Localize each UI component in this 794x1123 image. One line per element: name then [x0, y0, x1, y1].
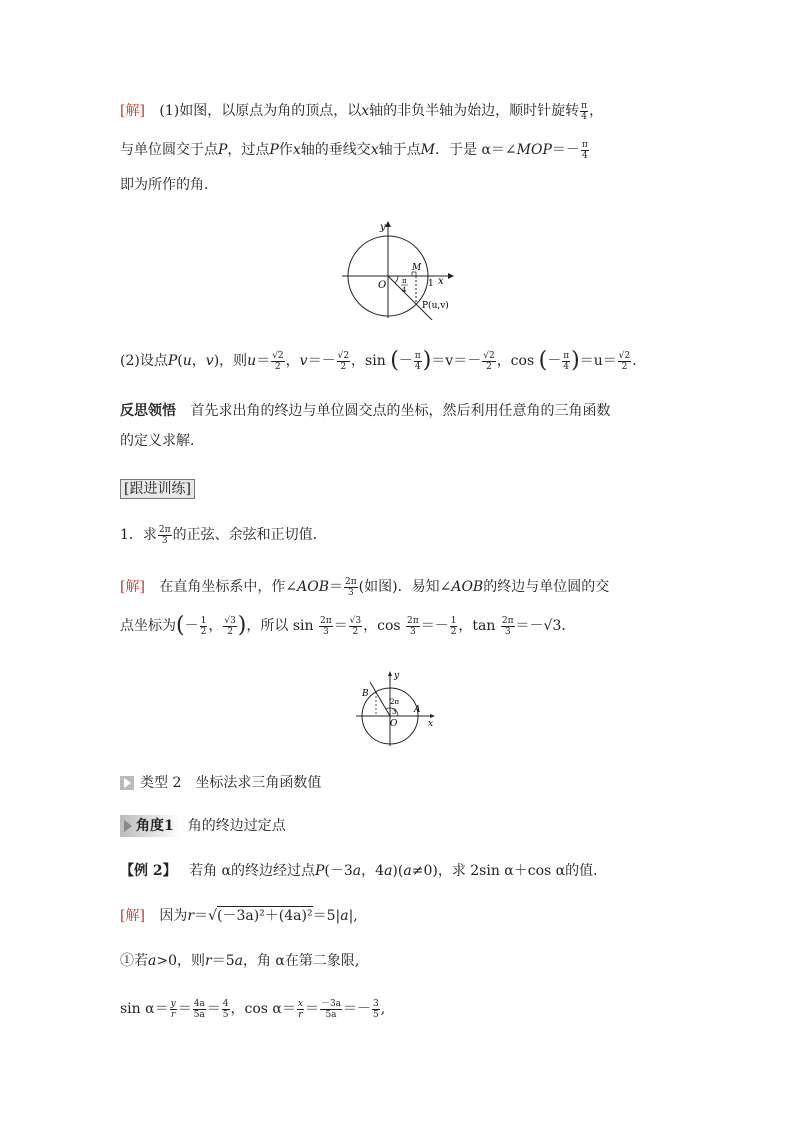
angle-pi-label: π [402, 277, 407, 285]
example-tag: 【例 2】 [120, 863, 177, 879]
fraction-pi-4: $\frac{\pi}{4}$ [581, 139, 588, 161]
training-tag: [跟进训练] [120, 479, 195, 499]
terminal-side [370, 682, 390, 716]
origin-label: O [390, 719, 398, 729]
solution-1-line-1: [解] (1)如图，以原点为角的顶点，以x轴的非负半轴为始边，顺时针旋转 $\frac{\pi}{4}$ ， [120, 100, 604, 122]
fraction-pi-4: $\frac{\pi}{4}$ [581, 100, 588, 122]
example-2: 【例 2】 若角 α的终边经过点P(－3a，4a)(a≠0)，求 2sin α＋cos α的值． [120, 863, 608, 879]
solution-3-line-2: 点坐标为(－ $\frac{1}{2}$ ， $\frac{√3}{2}$ )，所以 sin $\frac{2\pi}{3}$ ＝ $\frac{√3}{2}$ ，cos $\frac{2\pi}{3}$ ＝－ $\frac{1}{2}$ ，tan $\frac{2\pi}{3}$ ＝－√3． [120, 613, 576, 638]
unit-circle-figure-2 [352, 668, 442, 748]
y-axis-arrow [385, 221, 391, 227]
angle-arc [395, 276, 398, 283]
angle-1-label-bar: 角度1 [120, 815, 180, 837]
case-1-line: ①若a>0，则r＝5a，角 α在第二象限, [120, 953, 360, 969]
solution-tag: [解] [120, 579, 145, 595]
x-label: x [428, 719, 434, 729]
x-label: x [438, 276, 444, 287]
reflection-line-2: 的定义求解． [120, 433, 204, 449]
b-label: B [362, 689, 369, 699]
origin-label: O [378, 280, 387, 291]
a-label: A [414, 705, 421, 715]
sin-cos-line: sin α＝ $\frac{y}{r}$ ＝ $\frac{4a}{5a}$ ＝ $\frac{4}{5}$ ，cos α＝ $\frac{x}{r}$ ＝ $\frac{-3a}{5a}$ ＝－ $\frac{3}{5}$ , [120, 998, 386, 1020]
reflection-title: 反思领悟 [120, 403, 176, 419]
y-axis-arrow [388, 671, 392, 676]
unit-circle-figure-1 [340, 220, 470, 320]
m-label: M [412, 263, 422, 273]
type-2-heading: 类型 2 坐标法求三角函数值 [120, 772, 321, 794]
y-label: y [380, 222, 386, 233]
question-1: 1．求 $\frac{2\pi}{3}$ 的正弦、余弦和正切值． [120, 524, 327, 546]
solution-4-line-1: [解] 因为r＝√(－3a)²＋(4a)²＝5|a|, [120, 908, 358, 924]
solution-1-line-2: 与单位圆交于点P，过点P作x轴的垂线交x轴于点M．于是 α＝∠MOP＝－ $\frac{\pi}{4}$ [120, 139, 588, 161]
y-label: y [394, 671, 400, 681]
reflection-line-1: 反思领悟 首先求出角的终边与单位圆交点的坐标，然后利用任意角的三角函数 [120, 403, 611, 419]
solution-tag: [解] [120, 103, 145, 119]
angle-4-label: 4 [402, 286, 407, 294]
angle-1-heading: 角度1 角的终边过定点 [120, 815, 286, 837]
x-axis-arrow [448, 273, 454, 279]
angle-3-label: 3 [392, 708, 397, 716]
x-axis-arrow [430, 714, 435, 718]
play-icon [120, 776, 134, 790]
solution-1-line-3: 即为所作的角． [120, 177, 218, 193]
solution-2-line: (2)设点P(u，v)，则u＝ $\frac{√2}{2}$ ，v＝－ $\frac{√2}{2}$ ，sin (－ $\frac{\pi}{4}$ )＝v＝－ $\frac{√2}{2}$ ，cos (－ $\frac{\pi}{4}$ )＝u＝ $\frac{√2}{2}$ ． [120, 348, 647, 373]
solution-tag: [解] [120, 908, 145, 924]
solution-3-line-1: [解] 在直角坐标系中，作∠AOB＝ $\frac{2\pi}{3}$ (如图)．易知∠AOB的终边与单位圆的交 [120, 576, 610, 598]
training-heading [120, 478, 195, 500]
angle-2pi-label: 2π [390, 698, 400, 706]
one-label: 1 [428, 279, 434, 289]
triangle-icon [124, 820, 132, 832]
p-label: P(u,v) [422, 301, 449, 311]
